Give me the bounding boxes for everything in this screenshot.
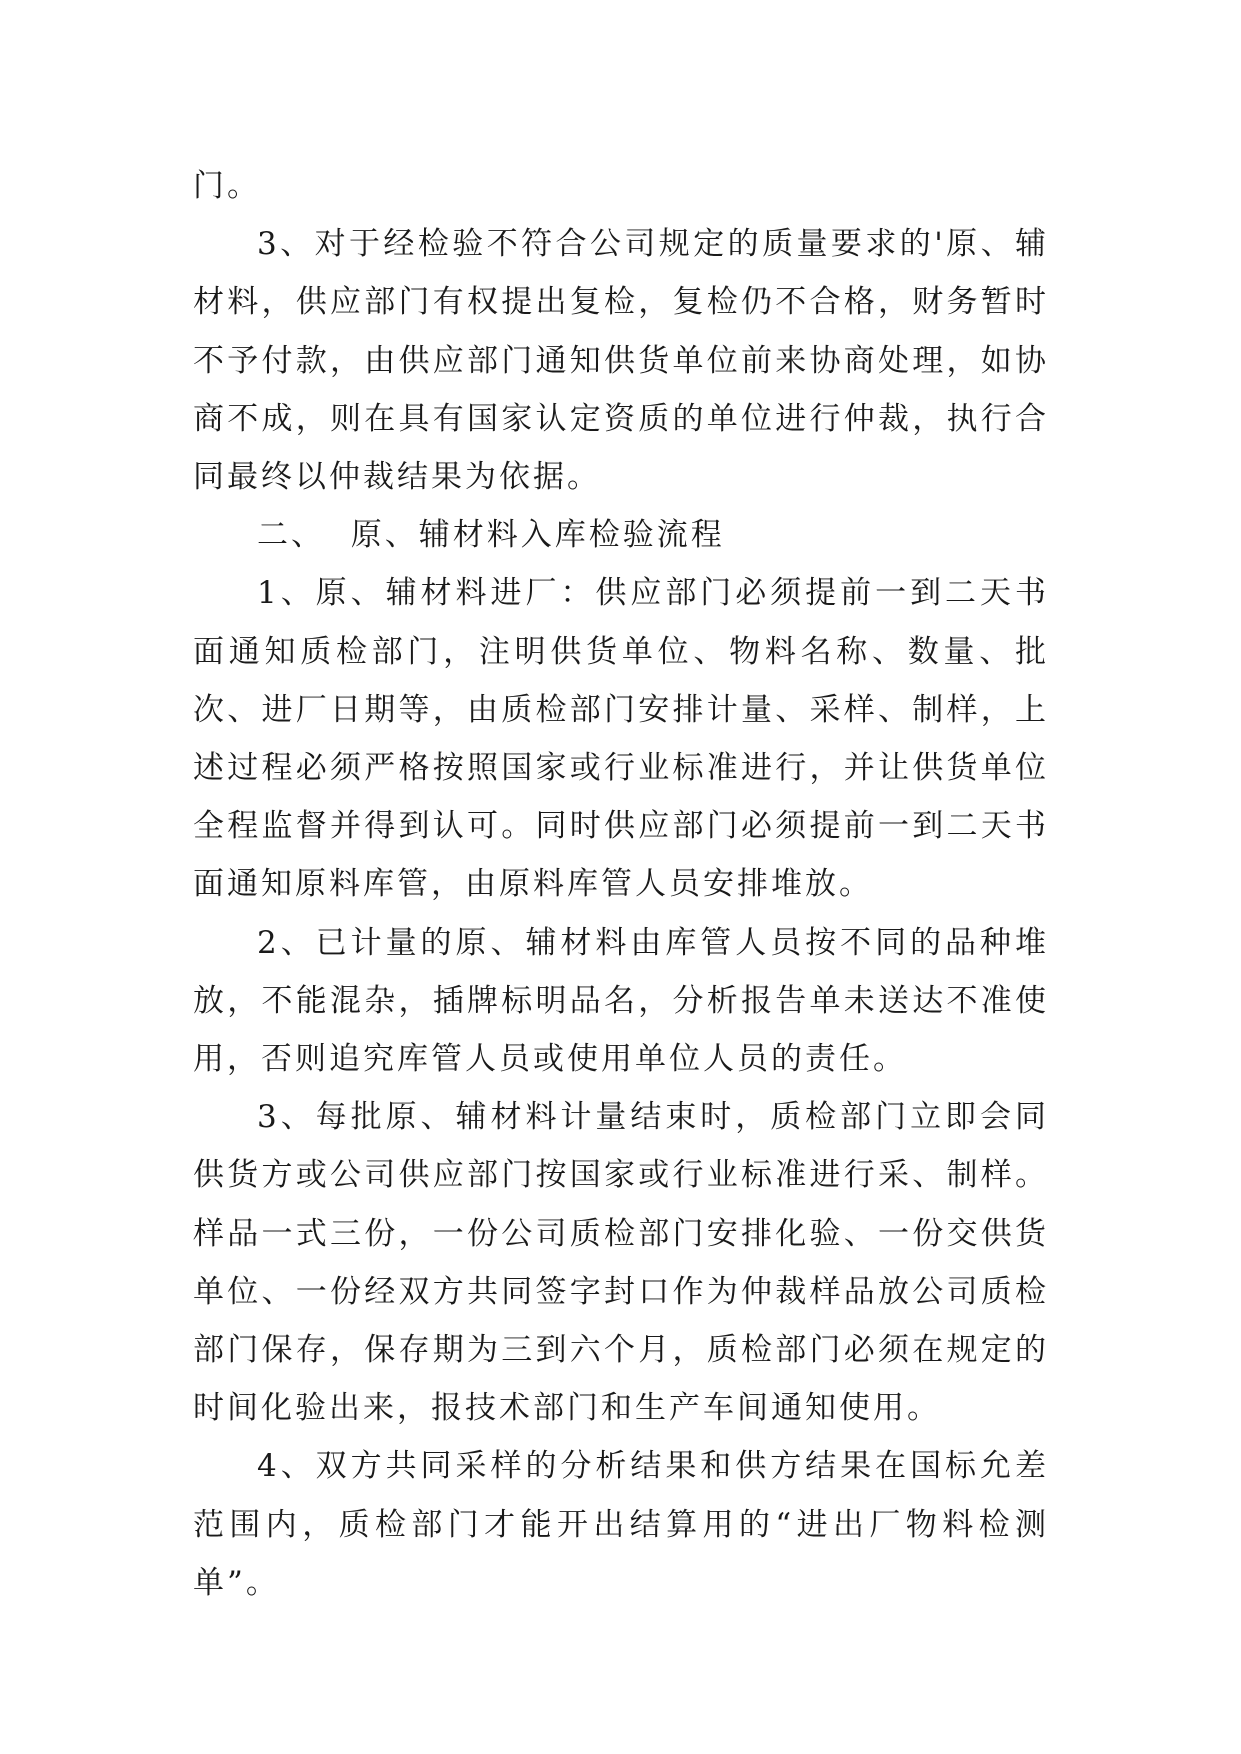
paragraph-step-3: 3、每批原、辅材料计量结束时，质检部门立即会同供货方或公司供应部门按国家或行业标准进行采、制样。样品一式三份，一份公司质检部门安排化验、一份交供货单位、一份经双方共同签字封口作为仲裁样品放公司质检部门保存，保存期为三到六个月，质检部门必须在规定的时间化验出来，报技术部门和生产车间通知使用。 [193,1099,1049,1427]
document-body [193,157,1049,1612]
paragraph-continuation: 门。 [193,168,261,204]
paragraph-item-3-recheck: 3、对于经检验不符合公司规定的质量要求的'原、辅材料，供应部门有权提出复检，复检仍不合格，财务暂时不予付款，由供应部门通知供货单位前来协商处理，如协商不成，则在具有国家认定资质的单位进行仲裁，执行合同最终以仲裁结果为依据。 [193,226,1049,496]
paragraph-step-4: 4、双方共同采样的分析结果和供方结果在国标允差范围内，质检部门才能开出结算用的“进出厂物料检测单”。 [193,1448,1049,1601]
section-heading-inbound-inspection: 二、 原、辅材料入库检验流程 [257,517,725,554]
paragraph-step-2: 2、已计量的原、辅材料由库管人员按不同的品种堆放，不能混杂，插牌标明品名，分析报告单未送达不准使用，否则追究库管人员或使用单位人员的责任。 [193,924,1049,1078]
paragraph-step-1: 1、原、辅材料进厂：供应部门必须提前一到二天书面通知质检部门，注明供货单位、物料名称、数量、批次、进厂日期等，由质检部门安排计量、采样、制样，上述过程必须严格按照国家或行业标准进行，并让供货单位全程监督并得到认可。同时供应部门必须提前一到二天书面通知原料库管，由原料库管人员安排堆放。 [193,575,1049,903]
